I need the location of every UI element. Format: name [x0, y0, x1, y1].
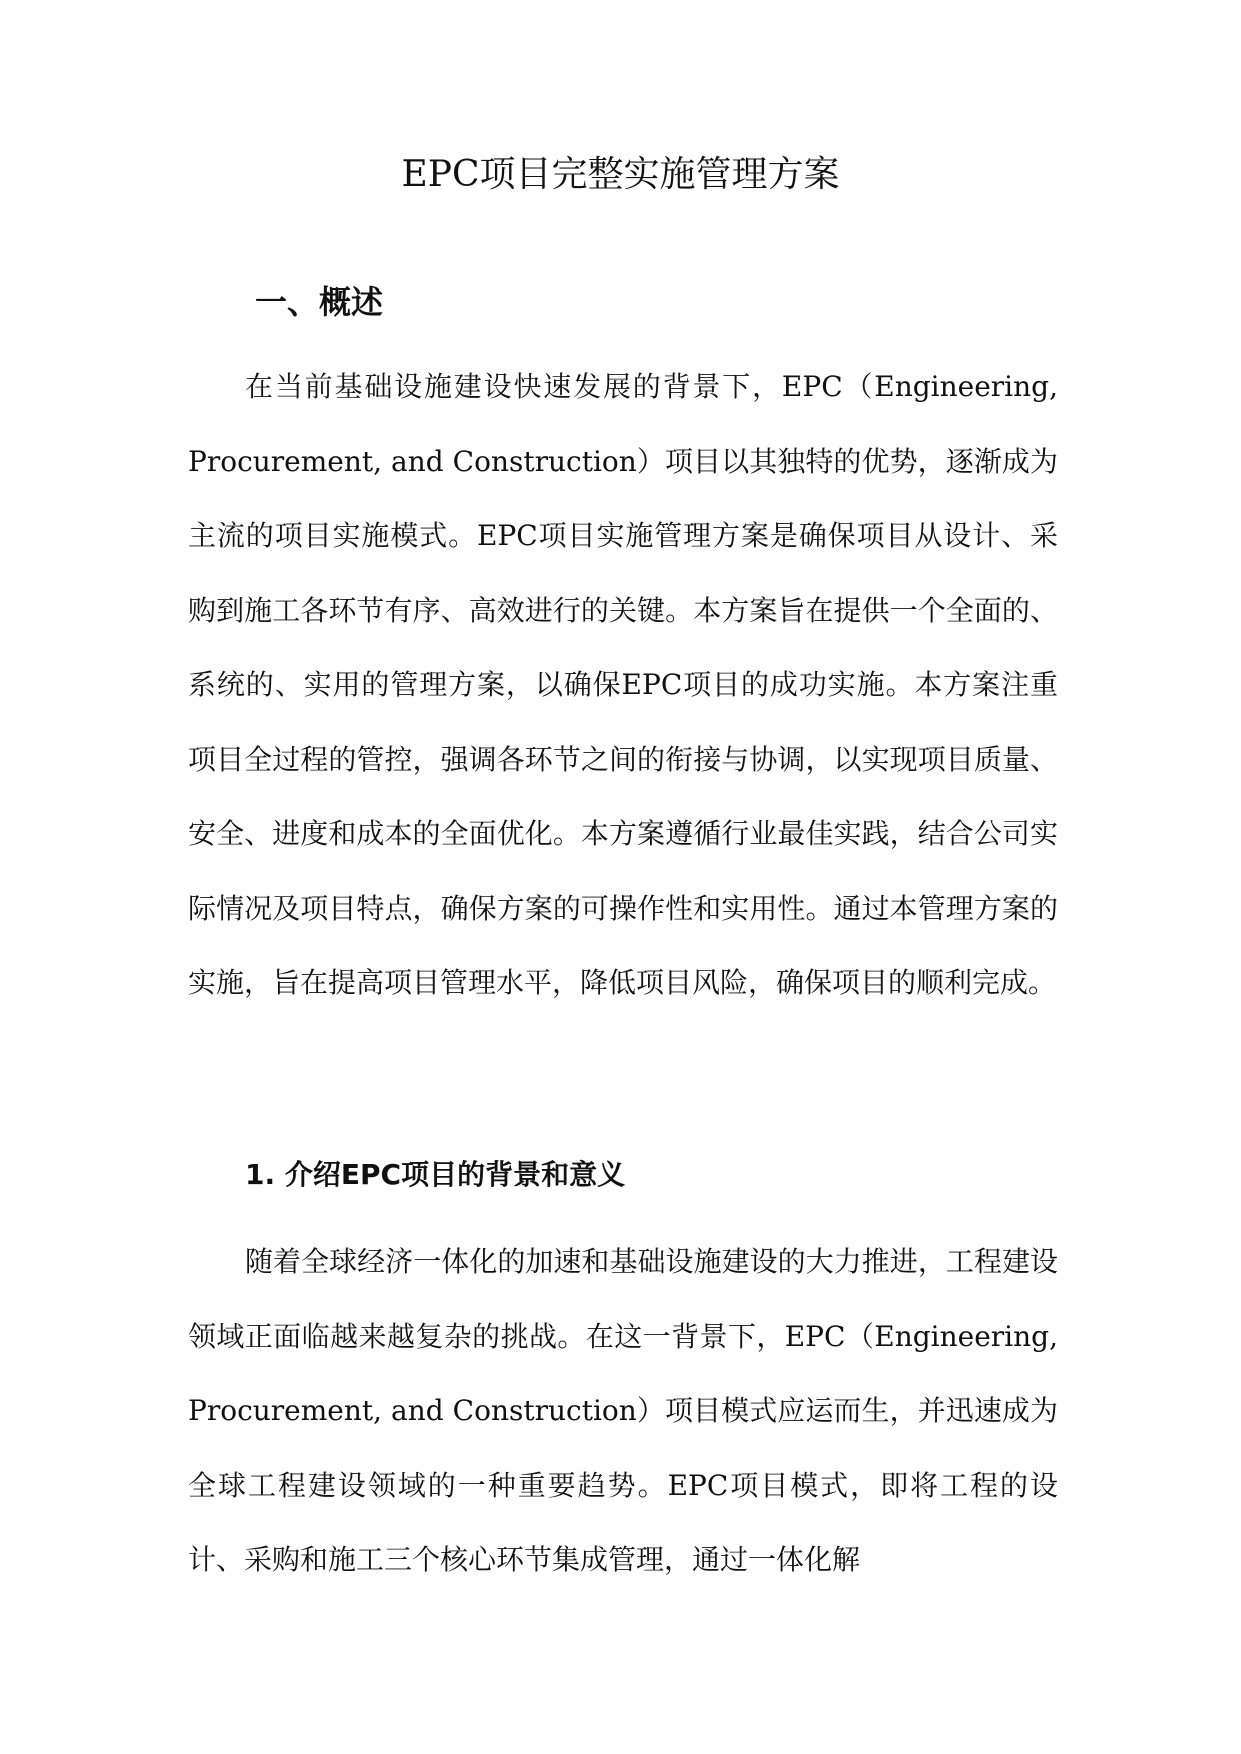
section-heading-overview: 一、概述	[255, 283, 384, 321]
background-paragraph: 随着全球经济一体化的加速和基础设施建设的大力推进，工程建设领域正面临越来越复杂的挑战。在这一背景下，EPC（Engineering, Procurement, and Construction）项目模式应运而生，并迅速成为全球工程建设领域的一种重要趋势。EPC项目模式，即将工程的设计、采购和施工三个核心环节集成管理，通过一体化解	[188, 1245, 1058, 1576]
document-title: EPC项目完整实施管理方案	[401, 154, 840, 195]
subsection-heading-background: 1. 介绍EPC项目的背景和意义	[245, 1158, 626, 1191]
overview-paragraph: 在当前基础设施建设快速发展的背景下，EPC（Engineering, Procurement, and Construction）项目以其独特的优势，逐渐成为主流的项目实施模式。EPC项目实施管理方案是确保项目从设计、采购到施工各环节有序、高效进行的关键。本方案旨在提供一个全面的、系统的、实用的管理方案，以确保EPC项目的成功实施。本方案注重项目全过程的管控，强调各环节之间的衔接与协调，以实现项目质量、安全、进度和成本的全面优化。本方案遵循行业最佳实践，结合公司实际情况及项目特点，确保方案的可操作性和实用性。通过本管理方案的实施，旨在提高项目管理水平，降低项目风险，确保项目的顺利完成。	[188, 370, 1058, 999]
